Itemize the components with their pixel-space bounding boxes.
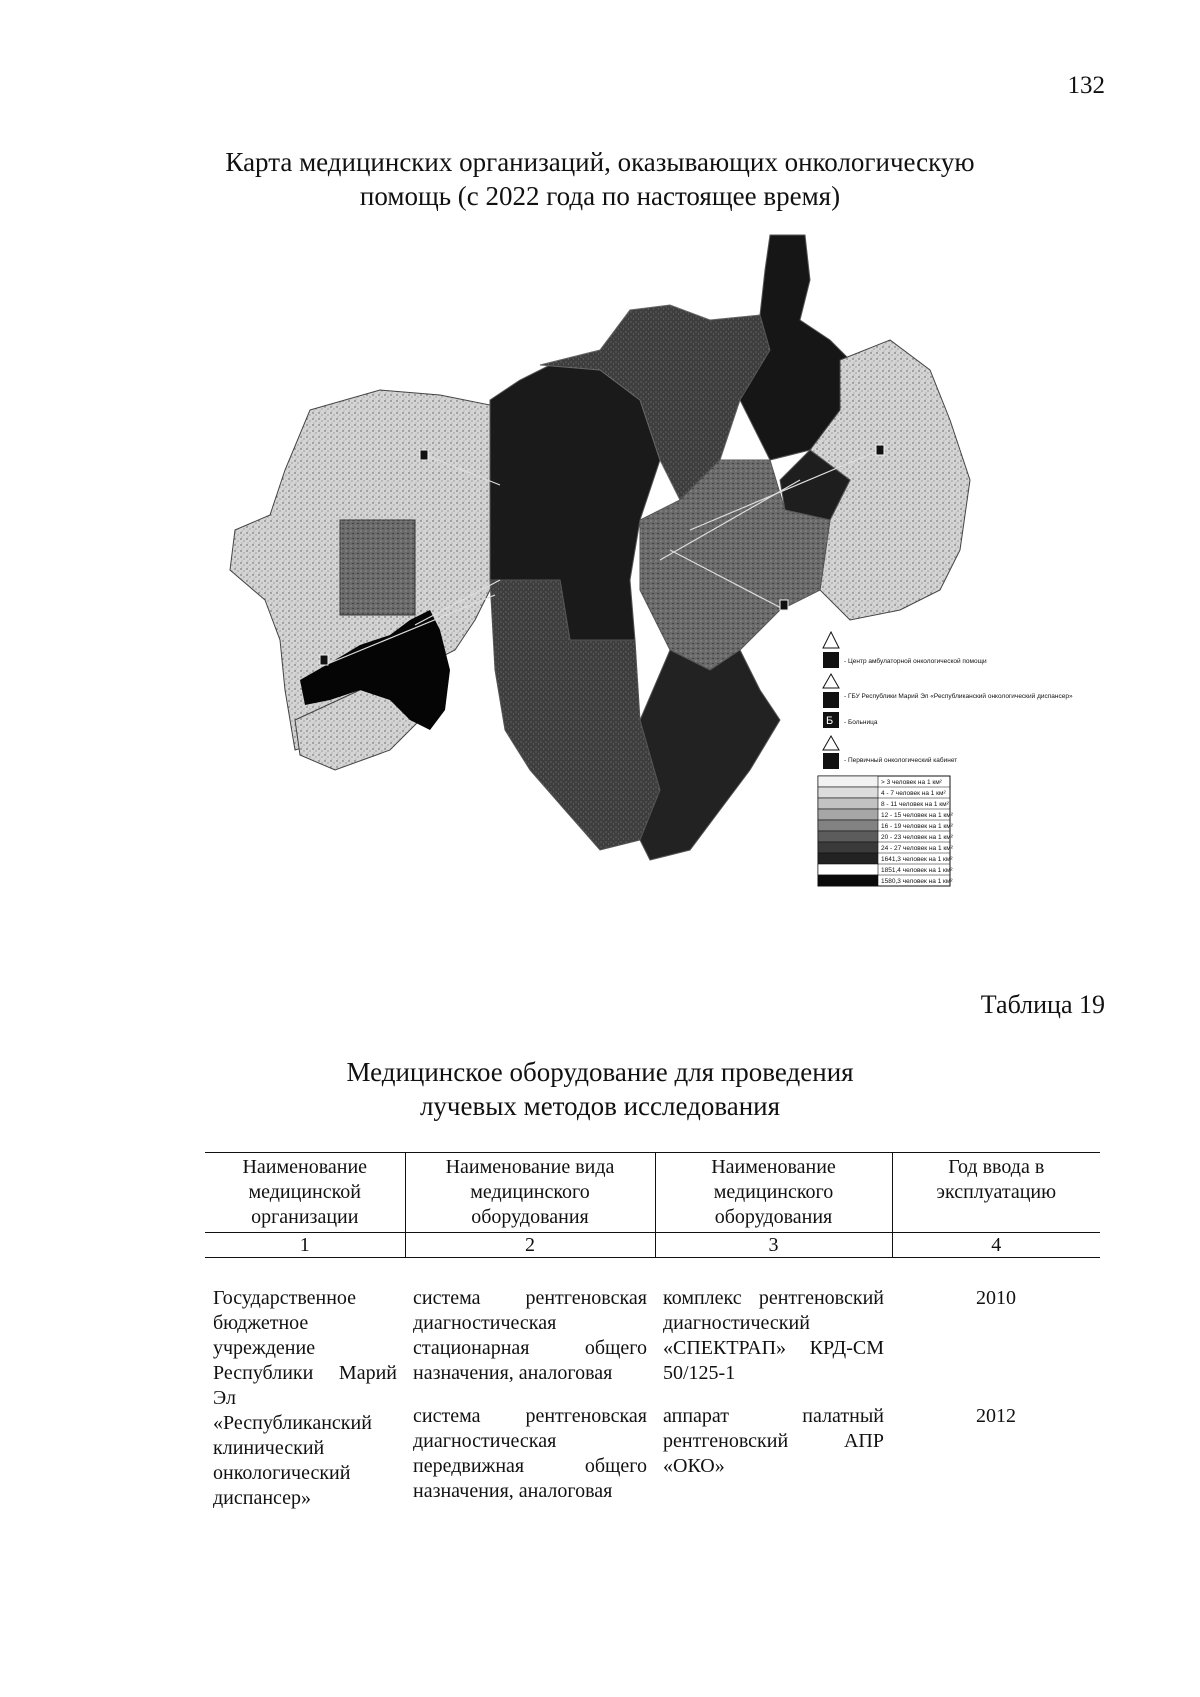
density-label: 1641,3 человек на 1 км² (881, 856, 953, 863)
column-number: 2 (405, 1233, 655, 1258)
density-label: 12 - 15 человек на 1 км² (881, 812, 953, 819)
equipment-table (205, 1152, 1100, 1511)
density-swatch (818, 820, 878, 831)
column-number: 4 (892, 1233, 1100, 1258)
density-label: > 3 человек на 1 км² (881, 779, 942, 786)
svg-text:Б: Б (826, 715, 834, 727)
density-legend (818, 776, 954, 886)
organization-cell: Государственное бюджетное учреждение Республики Марий Эл «Республиканский клинический онкологический диспансер» (213, 1287, 397, 1509)
density-label: 1851,4 человек на 1 км² (881, 867, 953, 874)
density-swatch (818, 776, 878, 787)
density-label: 20 - 23 человек на 1 км² (881, 834, 953, 841)
map-legend (818, 632, 1073, 886)
density-swatch (818, 864, 878, 875)
page-number: 132 (1067, 72, 1105, 99)
oncology-map (240, 250, 1073, 950)
equipment-type-cell: система рентгеновская диагностическая передвижная общего назначения, аналоговая (413, 1405, 647, 1503)
column-number: 1 (205, 1233, 405, 1258)
map-image (240, 250, 1073, 950)
header-organization: Наименование медицинской организации (205, 1153, 405, 1233)
legend-marker-label: - Центр амбулаторной онкологической помощи (844, 658, 987, 665)
density-swatch (818, 787, 878, 798)
year-cell: 2012 (976, 1405, 1016, 1428)
year-cell: 2010 (976, 1287, 1016, 1309)
density-label: 16 - 19 человек на 1 км² (881, 823, 953, 830)
header-commission-year: Год ввода в эксплуатацию (892, 1153, 1100, 1233)
header-equipment-name: Наименование медицинского оборудования (655, 1153, 892, 1233)
density-label: 8 - 11 человек на 1 км² (881, 801, 949, 808)
column-number: 3 (655, 1233, 892, 1258)
density-label: 4 - 7 человек на 1 км² (881, 790, 946, 797)
density-swatch (818, 875, 878, 886)
equipment-type-cell: система рентгеновская диагностическая стационарная общего назначения, аналоговая (413, 1287, 647, 1384)
legend-marker-label: - Больница (844, 719, 878, 726)
density-label: 24 - 27 человек на 1 км² (881, 845, 953, 852)
density-label: 1580,3 человек на 1 км² (881, 878, 953, 885)
equipment-name-cell: комплекс рентгеновский диагностический «СПЕКТРАП» КРД-СМ 50/125-1 (663, 1287, 884, 1384)
density-swatch (818, 809, 878, 820)
header-equipment-type: Наименование вида медицинского оборудования (405, 1153, 655, 1233)
table-label: Таблица 19 (980, 990, 1105, 1019)
density-swatch (818, 842, 878, 853)
map-title: Карта медицинских организаций, оказывающих онкологическую помощь (с 2022 года по настоящее время) (225, 147, 975, 211)
density-swatch (818, 853, 878, 864)
density-swatch (818, 798, 878, 809)
equipment-name-cell: аппарат палатный рентгеновский АПР «ОКО» (663, 1405, 884, 1478)
legend-marker-label: - ГБУ Республики Марий Эл «Республиканский онкологический диспансер» (844, 693, 1073, 700)
density-swatch (818, 831, 878, 842)
table-row (205, 1258, 1100, 1395)
table-title: Медицинское оборудование для проведения лучевых методов исследования (346, 1057, 854, 1121)
legend-marker-label: - Первичный онкологический кабинет (844, 757, 958, 764)
